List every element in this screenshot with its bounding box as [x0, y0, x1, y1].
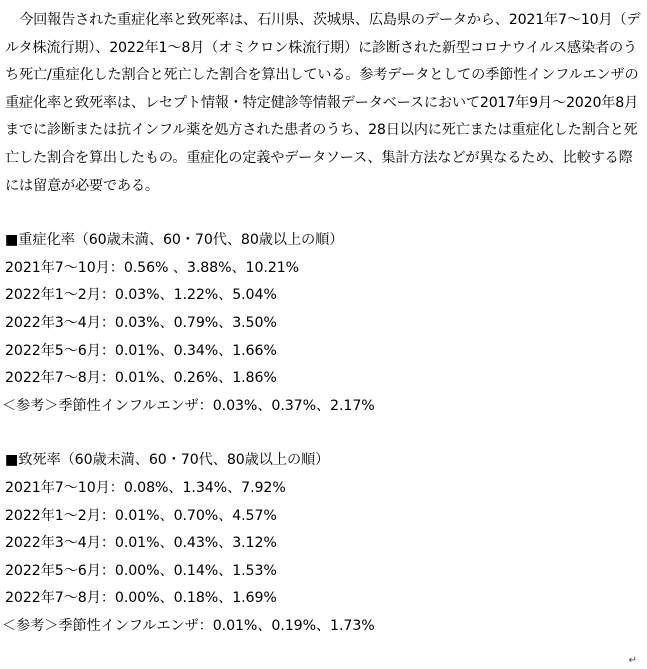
- fatality-rate-row: 2021年7～10月：0.08%、1.34%、7.92%: [5, 479, 286, 496]
- severe-rate-row: 2022年3～4月：0.03%、0.79%、3.50%: [5, 314, 277, 331]
- fatality-rate-row: 2022年1～2月：0.01%、0.70%、4.57%: [5, 507, 277, 524]
- severe-rate-row: 2022年1～2月：0.03%、1.22%、5.04%: [5, 287, 277, 304]
- fatality-rate-reference: ＜参考＞季節性インフルエンザ：0.01%、0.19%、1.73%: [2, 617, 375, 634]
- fatality-rate-heading: ■致死率（60歳未満、60・70代、80歳以上の順）: [5, 452, 330, 469]
- fatality-rate-row: 2022年5～6月：0.00%、0.14%、1.53%: [5, 562, 277, 579]
- severe-rate-section: [2, 227, 641, 420]
- severe-rate-reference: ＜参考＞季節性インフルエンザ：0.03%、0.37%、2.17%: [2, 397, 375, 414]
- intro-paragraph: 今回報告された重症化率と致死率は、石川県、茨城県、広島県のデータから、2021年7～10月（デルタ株流行期）、2022年1～8月（オミクロン株流行期）に診断された新型コロナウイルス感染者のうち死亡/重症化した割合と死亡した割合を算出している。参考データとしての季節性インフルエンザの重症化率と致死率は、レセプト情報・特定健診等情報データベースにおいて2017年9月～2020年8月までに診断または抗インフル薬を処方された患者のうち、28日以内に死亡または重症化した割合と死亡した割合を算出したもの。重症化の定義やデータソース、集計方法などが異なるため、比較する際には留意が必要である。: [5, 12, 641, 194]
- fatality-rate-row: 2022年3～4月：0.01%、0.43%、3.12%: [5, 535, 277, 552]
- document-body: [2, 0, 641, 640]
- severe-rate-heading: ■重症化率（60歳未満、60・70代、80歳以上の順）: [5, 232, 344, 249]
- severe-rate-row: 2021年7～10月：0.56% 、3.88%、10.21%: [5, 259, 300, 276]
- severe-rate-row: 2022年7～8月：0.01%、0.26%、1.86%: [5, 370, 277, 387]
- paragraph-return-icon: ↵: [628, 655, 637, 666]
- fatality-rate-row: 2022年7～8月：0.00%、0.18%、1.69%: [5, 590, 277, 607]
- fatality-rate-section: [2, 447, 641, 640]
- severe-rate-row: 2022年5～6月：0.01%、0.34%、1.66%: [5, 342, 277, 359]
